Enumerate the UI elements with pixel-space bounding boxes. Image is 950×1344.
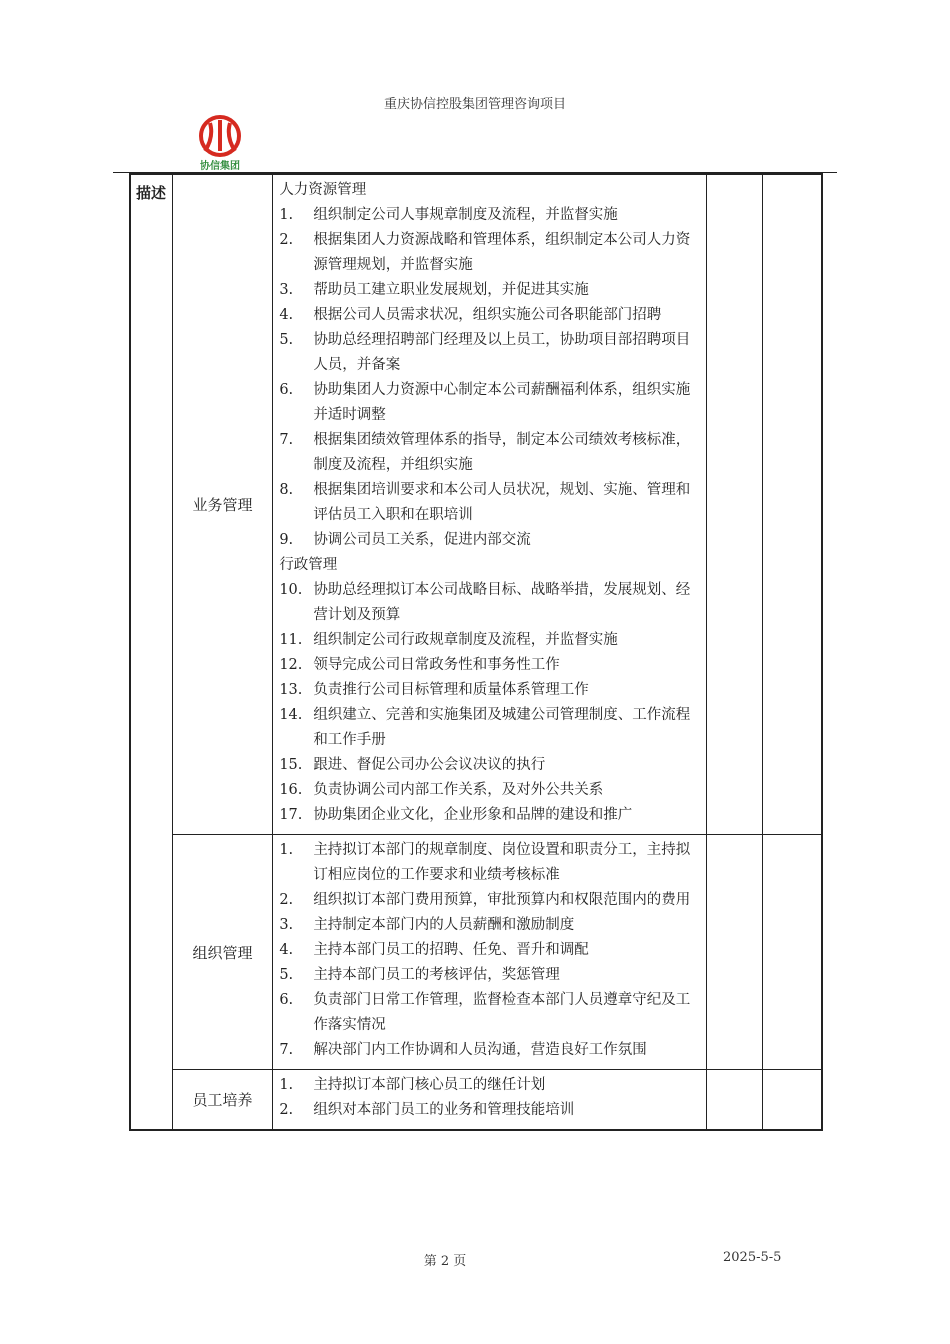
list-item <box>279 278 702 303</box>
item-number: 7. <box>279 1042 294 1058</box>
item-text: 负责协调公司内部工作关系，及对外公共关系 <box>313 782 604 798</box>
item-number: 16. <box>279 782 303 798</box>
item-number: 6. <box>279 992 294 1008</box>
list-item <box>279 703 702 753</box>
item-text: 领导完成公司日常政务性和事务性工作 <box>313 657 560 673</box>
item-text: 主持本部门员工的考核评估，奖惩管理 <box>313 967 560 983</box>
item-text: 主持制定本部门内的人员薪酬和激励制度 <box>313 917 575 933</box>
list-item <box>279 1073 702 1098</box>
item-number: 1. <box>279 1077 294 1093</box>
item-text: 根据集团培训要求和本公司人员状况，规划、实施、管理和评估员工入职和在职培训 <box>313 482 691 523</box>
list-item <box>279 378 702 428</box>
empty-cell <box>763 835 822 1070</box>
item-number: 7. <box>279 432 294 448</box>
duty-list <box>279 838 702 1063</box>
item-number: 10. <box>279 582 303 598</box>
footer-date: 2025-5-5 <box>723 1250 782 1265</box>
item-number: 1. <box>279 842 294 858</box>
item-text: 负责推行公司目标管理和质量体系管理工作 <box>313 682 589 698</box>
item-number: 2. <box>279 892 294 908</box>
list-item <box>279 578 702 628</box>
item-number: 5. <box>279 967 294 983</box>
item-text: 跟进、督促公司办公会议决议的执行 <box>313 757 546 773</box>
list-item <box>279 1038 702 1063</box>
item-text: 帮助员工建立职业发展规划，并促进其实施 <box>313 282 589 298</box>
list-item <box>279 753 702 778</box>
item-number: 15. <box>279 757 303 773</box>
list-item <box>279 628 702 653</box>
group-title: 人力资源管理 <box>279 182 367 198</box>
item-number: 1. <box>279 207 294 223</box>
list-item <box>279 478 702 528</box>
duties-cell <box>273 1070 707 1131</box>
list-item <box>279 203 702 228</box>
list-item <box>279 228 702 278</box>
duties-cell <box>273 174 707 835</box>
item-text: 组织建立、完善和实施集团及城建公司管理制度、工作流程和工作手册 <box>313 707 691 748</box>
category-cell: 员工培养 <box>172 1070 273 1131</box>
section-label: 描述 <box>130 174 172 1130</box>
item-number: 2. <box>279 232 294 248</box>
list-item <box>279 803 702 828</box>
table-row <box>130 174 822 835</box>
item-number: 8. <box>279 482 294 498</box>
page-number: 第 2 页 <box>423 1254 467 1269</box>
item-text: 组织制定公司行政规章制度及流程，并监督实施 <box>313 632 618 648</box>
item-text: 负责部门日常工作管理，监督检查本部门人员遵章守纪及工作落实情况 <box>313 992 691 1033</box>
category-cell: 业务管理 <box>172 174 273 835</box>
item-number: 14. <box>279 707 303 723</box>
list-item <box>279 428 702 478</box>
item-text: 根据公司人员需求状况，组织实施公司各职能部门招聘 <box>313 307 662 323</box>
item-number: 4. <box>279 307 294 323</box>
item-number: 2. <box>279 1102 294 1118</box>
item-text: 协助总经理招聘部门经理及以上员工，协助项目部招聘项目人员，并备案 <box>313 332 691 373</box>
item-text: 主持拟订本部门核心员工的继任计划 <box>313 1077 546 1093</box>
list-item <box>279 913 702 938</box>
list-item <box>279 988 702 1038</box>
list-item <box>279 888 702 913</box>
item-text: 主持拟订本部门的规章制度、岗位设置和职责分工，主持拟订相应岗位的工作要求和业绩考核标准 <box>313 842 691 883</box>
empty-cell <box>763 174 822 835</box>
item-text: 协助集团企业文化，企业形象和品牌的建设和推广 <box>313 807 633 823</box>
item-number: 9. <box>279 532 294 548</box>
item-text: 根据集团人力资源战略和管理体系，组织制定本公司人力资源管理规划，并监督实施 <box>313 232 691 273</box>
header-title: 重庆协信控股集团管理咨询项目 <box>383 97 566 112</box>
item-number: 3. <box>279 282 294 298</box>
list-item <box>279 328 702 378</box>
empty-cell <box>706 1070 762 1131</box>
list-item <box>279 678 702 703</box>
list-item <box>279 963 702 988</box>
duty-list <box>279 203 702 553</box>
logo-text: 协信集团 <box>200 161 240 172</box>
item-number: 4. <box>279 942 294 958</box>
category-cell: 组织管理 <box>172 835 273 1070</box>
list-item <box>279 838 702 888</box>
item-number: 5. <box>279 332 294 348</box>
duty-list <box>279 578 702 828</box>
item-number: 6. <box>279 382 294 398</box>
item-number: 13. <box>279 682 303 698</box>
item-text: 解决部门内工作协调和人员沟通，营造良好工作氛围 <box>313 1042 647 1058</box>
table-row <box>130 1070 822 1131</box>
list-item <box>279 938 702 963</box>
list-item <box>279 778 702 803</box>
list-item <box>279 528 702 553</box>
item-text: 主持本部门员工的招聘、任免、晋升和调配 <box>313 942 589 958</box>
item-text: 协助总经理拟订本公司战略目标、战略举措，发展规划、经营计划及预算 <box>313 582 691 623</box>
item-number: 12. <box>279 657 303 673</box>
item-text: 协调公司员工关系，促进内部交流 <box>313 532 531 548</box>
duty-list <box>279 1073 702 1123</box>
item-number: 17. <box>279 807 303 823</box>
table-row <box>130 835 822 1070</box>
item-number: 3. <box>279 917 294 933</box>
item-text: 根据集团绩效管理体系的指导，制定本公司绩效考核标准，制度及流程，并组织实施 <box>313 432 691 473</box>
list-item <box>279 653 702 678</box>
duties-cell <box>273 835 707 1070</box>
empty-cell <box>763 1070 822 1131</box>
list-item <box>279 1098 702 1123</box>
logo-mark-icon <box>193 115 247 157</box>
item-text: 协助集团人力资源中心制定本公司薪酬福利体系，组织实施并适时调整 <box>313 382 691 423</box>
item-number: 11. <box>279 632 303 648</box>
item-text: 组织制定公司人事规章制度及流程，并监督实施 <box>313 207 618 223</box>
item-text: 组织拟订本部门费用预算，审批预算内和权限范围内的费用 <box>313 892 691 908</box>
job-description-table <box>129 173 823 1131</box>
empty-cell <box>706 174 762 835</box>
company-logo <box>193 115 247 171</box>
group-title: 行政管理 <box>279 557 338 573</box>
empty-cell <box>706 835 762 1070</box>
item-text: 组织对本部门员工的业务和管理技能培训 <box>313 1102 575 1118</box>
list-item <box>279 303 702 328</box>
